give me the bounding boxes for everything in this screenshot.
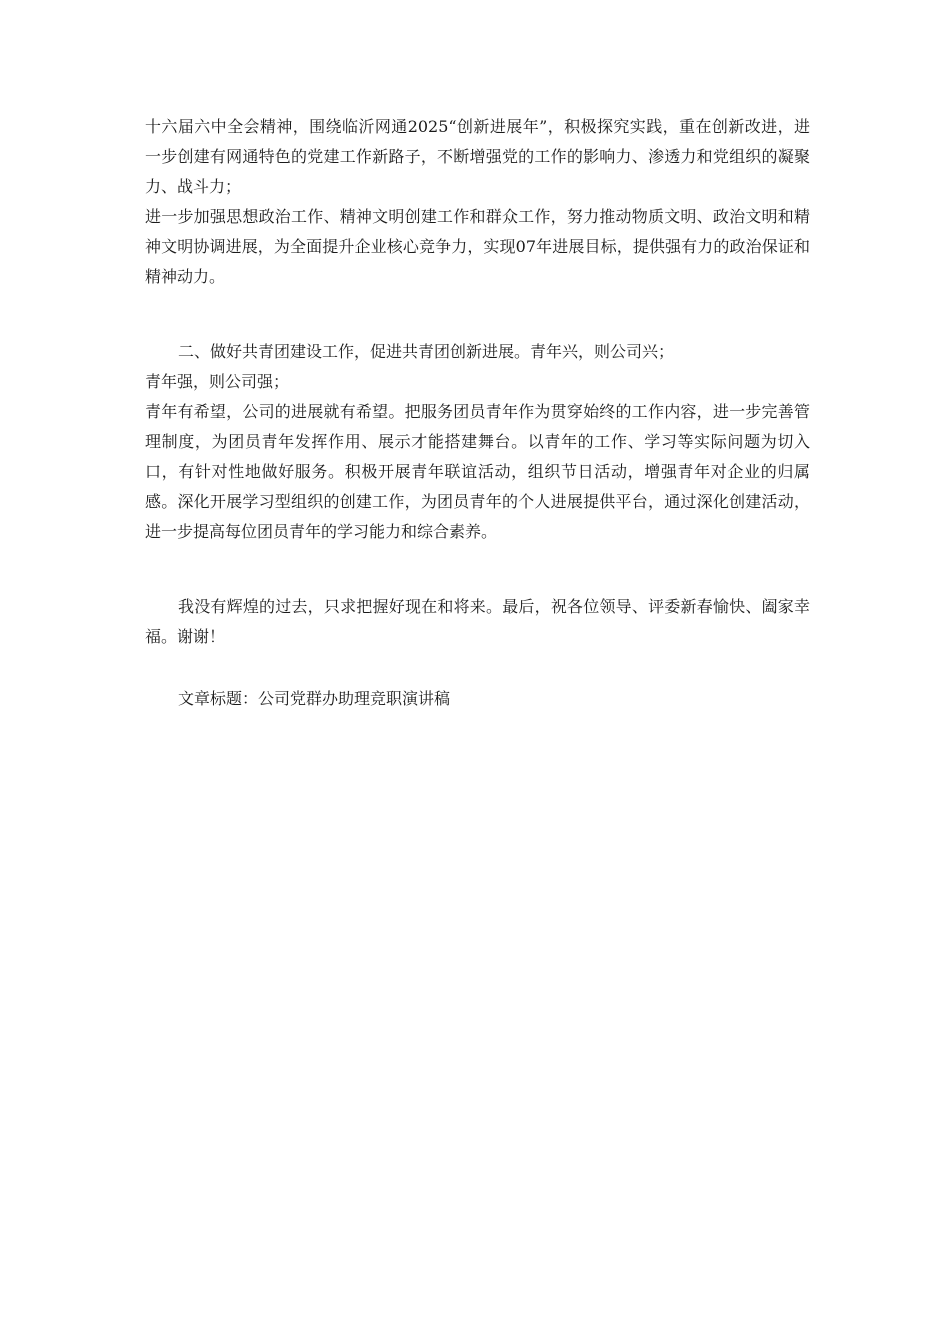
paragraph-youth-strong: 青年强，则公司强；	[145, 372, 290, 391]
paragraph-party-building-spirit: 十六届六中全会精神，围绕临沂网通2025“创新进展年”，积极探究实践，重在创新改进，进一步创建有网通特色的党建工作新路子，不断增强党的工作的影响力、渗透力和党组织的凝聚力、战斗力；	[145, 117, 810, 196]
paragraph-youth-hope: 青年有希望，公司的进展就有希望。把服务团员青年作为贯穿始终的工作内容，进一步完善管理制度，为团员青年发挥作用、展示才能搭建舞台。以青年的工作、学习等实际问题为切入口，有针对性地做好服务。积极开展青年联谊活动，组织节日活动，增强青年对企业的归属感。深化开展学习型组织的创建工作，为团员青年的个人进展提供平台，通过深化创建活动，进一步提高每位团员青年的学习能力和综合素养。	[145, 402, 810, 541]
paragraph-spacer	[145, 652, 810, 684]
article-title-line: 文章标题：公司党群办助理竞职演讲稿	[178, 689, 451, 708]
paragraph-closing-remarks: 我没有辉煌的过去，只求把握好现在和将来。最后，祝各位领导、评委新春愉快、阖家幸福。谢谢！	[145, 597, 810, 646]
section-heading-youth-league: 二、做好共青团建设工作，促进共青团创新进展。青年兴，则公司兴；	[178, 342, 675, 361]
paragraph-spacer	[145, 292, 810, 337]
document-body	[145, 112, 810, 714]
paragraph-spacer	[145, 547, 810, 592]
paragraph-political-work: 进一步加强思想政治工作、精神文明创建工作和群众工作，努力推动物质文明、政治文明和精神文明协调进展，为全面提升企业核心竞争力，实现07年进展目标，提供强有力的政治保证和精神动力。	[145, 207, 810, 286]
